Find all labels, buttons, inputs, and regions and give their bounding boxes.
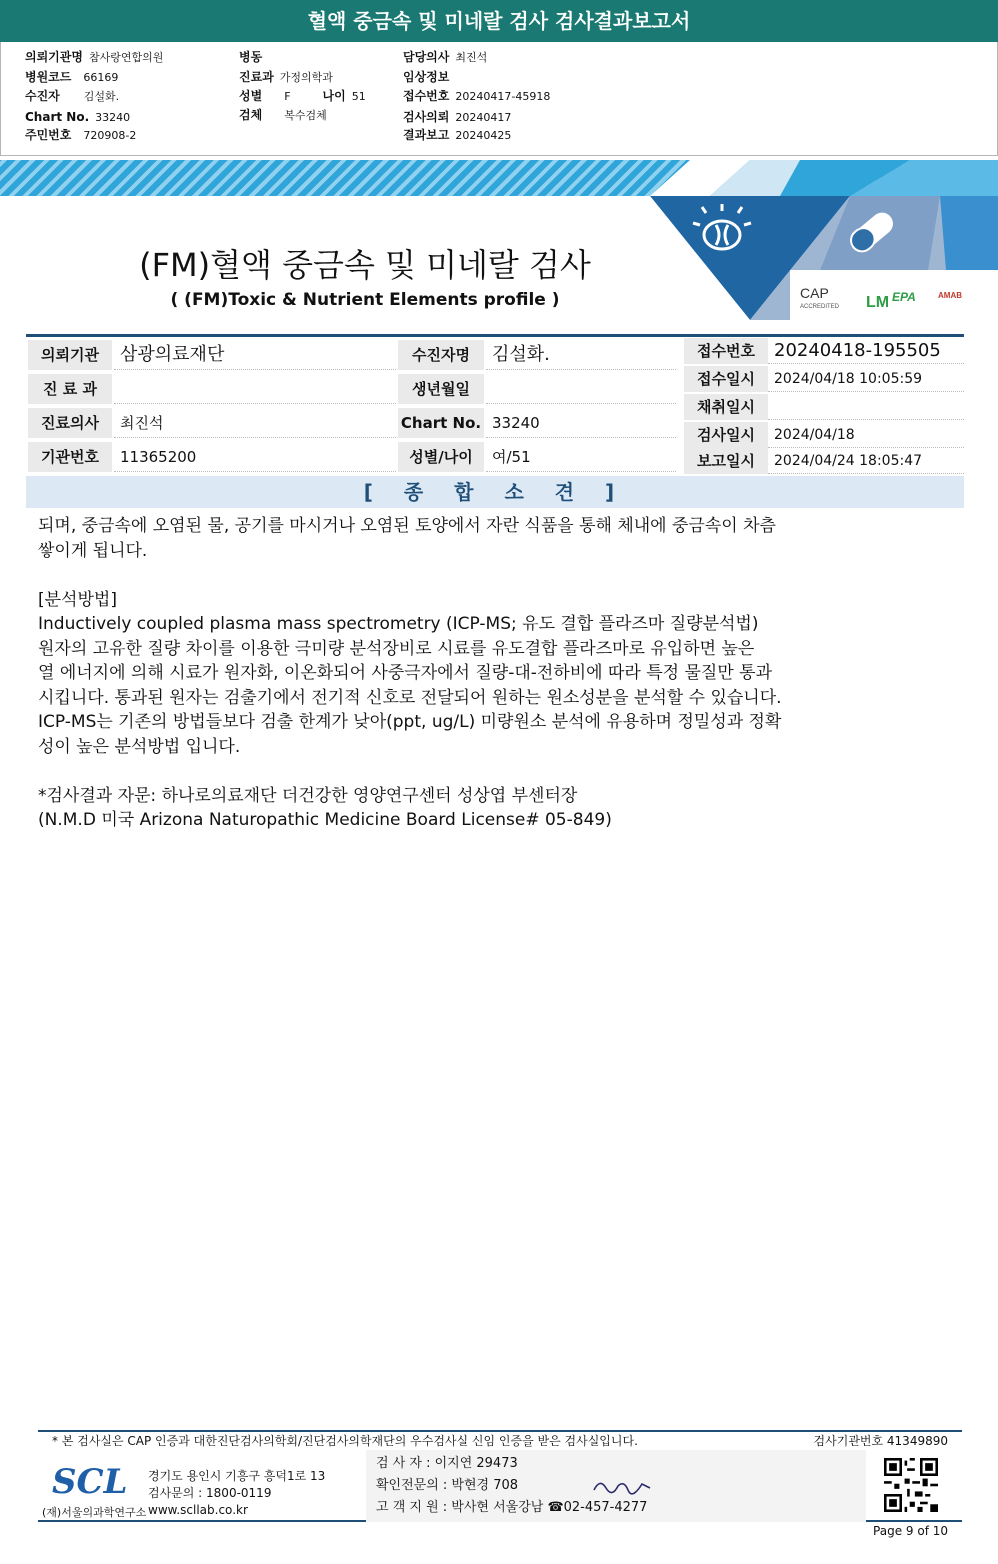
signature-icon	[592, 1476, 652, 1496]
patient-label: 수진자명	[398, 340, 484, 370]
summary-heading: [ 종 합 소 견 ]	[26, 476, 964, 508]
scl-logo: SCL	[52, 1462, 128, 1502]
report-date-value: 2024/04/24 18:05:47	[768, 448, 964, 474]
hdr-hospital-label: 의뢰기관명	[25, 50, 83, 64]
rcv-date-label: 접수일시	[684, 366, 768, 392]
footer-box	[38, 1450, 962, 1522]
body-line: Inductively coupled plasma mass spectrometry (ICP-MS; 유도 결합 플라즈마 질량분석법)	[38, 614, 759, 634]
hdr-doctor: 최진석	[455, 51, 488, 64]
body-line: 시킵니다. 통과된 원자는 검출기에서 전기적 신호로 전달되어 원하는 원소성분을 분석할 수 있습니다.	[38, 687, 782, 708]
collect-label: 채취일시	[684, 394, 768, 420]
hdr-reception: 20240417-45918	[455, 90, 551, 103]
body-line: 쌓이게 됩니다.	[38, 540, 148, 561]
body-line: (N.M.D 미국 Arizona Naturopathic Medicine Board License# 05-849)	[38, 810, 612, 830]
hdr-specimen: 복수검체	[284, 109, 327, 122]
hdr-doctor-label: 담당의사	[403, 50, 450, 64]
hdr-result-label: 결과보고	[403, 128, 450, 142]
footer-contact	[148, 1468, 325, 1519]
hdr-age-label: 나이	[322, 89, 346, 103]
hdr-request: 20240417	[455, 111, 512, 124]
body-line: ICP-MS는 기존의 방법들보다 검출 한계가 낮아(ppt, ug/L) 미량원소 분석에 유용하며 정밀성과 정확	[38, 712, 782, 732]
tester: 검 사 자 : 이지연 29473	[376, 1456, 518, 1471]
hdr-chart: 33240	[95, 111, 131, 124]
epa-logo: EPA	[892, 290, 916, 304]
summary-body	[38, 514, 918, 833]
hdr-chart-label: Chart No.	[25, 110, 90, 124]
rcv-no-label: 접수번호	[684, 338, 768, 364]
body-line: 되며, 중금속에 오염된 물, 공기를 마시거나 오염된 토양에서 자란 식품을 통해 체내에 중금속이 차츰	[38, 516, 776, 536]
test-date-value: 2024/04/18	[768, 422, 964, 448]
body-line: 원자의 고유한 질량 차이를 이용한 극미량 분석장비로 시료를 유도결합 플라즈마로 유입하면 높은	[38, 638, 755, 659]
hdr-code: 66169	[83, 71, 119, 84]
hdr-dept: 가정의학과	[279, 71, 333, 84]
body-line: *검사결과 자문: 하나로의료재단 더건강한 영양연구센터 성상엽 부센터장	[38, 785, 578, 806]
hdr-specimen-label: 검체	[239, 108, 263, 122]
cap-logo: CAP	[800, 285, 829, 301]
report-title-bar: 혈액 중금속 및 미네랄 검사 검사결과보고서	[0, 0, 998, 42]
doctor-label: 진료의사	[28, 408, 112, 438]
footer-notice-row	[38, 1430, 962, 1450]
phone: 검사문의 : 1800-0119	[148, 1486, 272, 1500]
footer-notice: * 본 검사실은 CAP 인증과 대한진단검사의학회/진단검사의학재단의 우수검사실 신임 인증을 받은 검사실입니다.	[52, 1434, 638, 1448]
test-title-english: ( (FM)Toxic & Nutrient Elements profile )	[170, 290, 560, 310]
hdr-age: 51	[351, 90, 366, 103]
org-name: (재)서울의과학연구소	[42, 1506, 147, 1519]
hdr-result: 20240425	[455, 129, 512, 142]
hdr-request-label: 검사의뢰	[403, 110, 450, 124]
hdr-sex: F	[284, 90, 291, 103]
cap-sub: ACCREDITED	[800, 304, 840, 310]
sexage-label: 성별/나이	[398, 442, 484, 472]
specialist-text: 확인전문의 : 박현경 708	[376, 1478, 519, 1493]
org-value: 삼광의료재단	[114, 340, 396, 370]
page-number: Page 9 of 10	[873, 1524, 948, 1538]
rcv-no-value: 20240418-195505	[768, 338, 964, 364]
specialist	[376, 1475, 856, 1497]
test-date-label: 검사일시	[684, 422, 768, 448]
lab-number: 검사기관번호 41349890	[813, 1434, 948, 1448]
hdr-clinical-label: 임상정보	[403, 70, 450, 84]
body-line	[38, 563, 918, 588]
info-top-rule	[26, 334, 964, 337]
birth-label: 생년월일	[398, 374, 484, 404]
chart-value: 33240	[486, 408, 676, 438]
sexage-value: 여/51	[486, 442, 676, 472]
birth-value	[486, 374, 676, 404]
hdr-rrn: 720908-2	[83, 129, 137, 142]
test-title-korean: (FM)혈액 중금속 및 미네랄 검사	[139, 246, 591, 284]
hdr-patient: 김설화.	[83, 90, 120, 103]
body-line: 열 에너지에 의해 시료가 원자화, 이온화되어 사중극자에서 질량-대-전하비에 따라 특정 물질만 통과	[38, 663, 772, 683]
inst-label: 기관번호	[28, 442, 112, 472]
patient-value: 김설화.	[486, 340, 676, 370]
chart-label: Chart No.	[398, 408, 484, 438]
hdr-hospital: 참사랑연합의원	[88, 51, 164, 64]
body-line: 성이 높은 분석방법 입니다.	[38, 736, 241, 757]
inst-value: 11365200	[114, 442, 396, 472]
header-info	[0, 42, 998, 156]
qr-code-icon	[884, 1458, 938, 1512]
support: 고 객 지 원 : 박사현 서울강남 ☎02-457-4277	[376, 1500, 648, 1515]
hdr-patient-label: 수진자	[25, 89, 60, 103]
dept-value	[114, 374, 396, 404]
report-date-label: 보고일시	[684, 448, 768, 474]
hdr-reception-label: 접수번호	[403, 89, 450, 103]
org-label: 의뢰기관	[28, 340, 112, 370]
amab-logo: AMAB	[938, 291, 962, 300]
body-line: [분석방법]	[38, 589, 117, 610]
website-link[interactable]: www.scllab.co.kr	[148, 1503, 248, 1517]
hdr-sex-label: 성별	[239, 89, 263, 103]
address: 경기도 용인시 기흥구 흥덕1로 13	[148, 1469, 326, 1483]
hdr-ward-label: 병동	[239, 50, 263, 64]
rcv-date-value: 2024/04/18 10:05:59	[768, 366, 964, 392]
hdr-rrn-label: 주민번호	[25, 128, 72, 142]
hdr-dept-label: 진료과	[239, 70, 274, 84]
signers-box	[366, 1450, 866, 1522]
hdr-code-label: 병원코드	[25, 70, 72, 84]
body-line	[38, 759, 918, 784]
collect-value	[768, 394, 964, 420]
doctor-value: 최진석	[114, 408, 396, 438]
lm-logo: LM	[866, 294, 890, 311]
dept-label: 진 료 과	[28, 374, 112, 404]
